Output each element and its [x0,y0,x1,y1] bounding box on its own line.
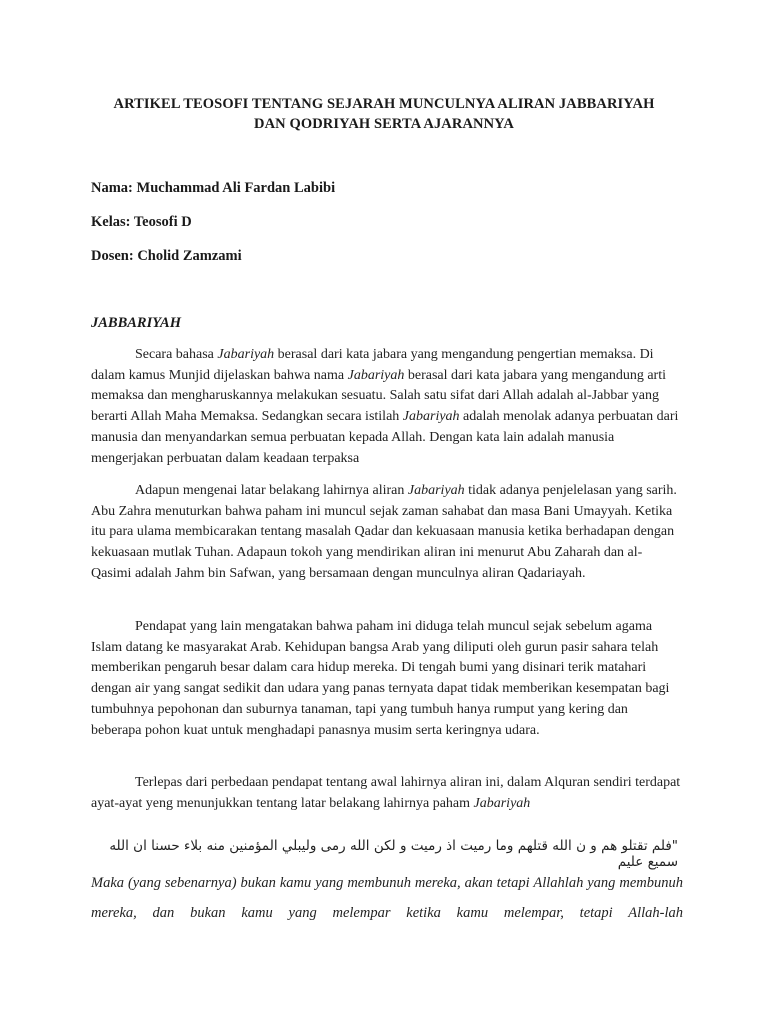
section-heading: JABBARIYAH [91,315,181,331]
paragraph-2: Adapun mengenai latar belakang lahirnya aliran Jabariyah tidak adanya penjelelasan yang sarih. Abu Zahra menuturkan bahwa paham ini muncul sejak zaman sahabat dan masa Bani Umayyah. Ketika itu para ulama membicarakan tentang masalah Qadar dan kekuasaan manusia ketika berhadapan dengan kekuasaan mutlak Tuhan. Adapaun tokoh yang mendirikan aliran ini menurut Abu Zaharah dan al-Qasimi adalah Jahm bin Safwan, yang bersamaan dengan munculnya aliran Qadariayah. [91,483,677,581]
paragraph-4: Terlepas dari perbedaan pendapat tentang awal lahirnya aliran ini, dalam Alquran sendiri terdapat ayat-ayat yeng menunjukkan tentang latar belakang lahirnya paham Jabariyah [91,775,681,811]
lecturer-info: Dosen: Cholid Zamzami [91,248,242,264]
author-name: Nama: Muchammad Ali Fardan Labibi [91,180,336,196]
arabic-verse: "فلم تقتلو هم و ن الله قتلهم وما رميت اذ رميت و لكن الله رمى وليبلي المؤمنين منه بلاء حسنا ان الله سميع عليم [109,838,678,870]
class-info: Kelas: Teosofi D [91,214,192,230]
paragraph-1: Secara bahasa Jabariyah berasal dari kata jabara yang mengandung pengertian memaksa. Di dalam kamus Munjid dijelaskan bahwa nama Jabariyah berasal dari kata jabara yang mengandung arti memaksa dan mengharuskannya melakukan sesuatu. Salah satu sifat dari Allah adalah al-Jabbar yang berarti Allah Maha Memaksa. Sedangkan secara istilah Jabariyah adalah menolak adanya perbuatan dari manusia dan menyandarkan semua perbuatan kepada Allah. Dengan kata lain adalah manusia mengerjakan perbuatan dalam keadaan terpaksa [91,347,679,466]
title-line-2: DAN QODRIYAH SERTA AJARANNYA [254,116,514,132]
document-title [60,94,708,134]
paragraph-3: Pendapat yang lain mengatakan bahwa paham ini diduga telah muncul sejak sebelum agama Islam datang ke masyarakat Arab. Kehidupan bangsa Arab yang diliputi oleh gurun pasir sahara telah memberikan pengaruh besar dalam cara hidup mereka. Di tengah bumi yang disinari terik matahari dengan air yang sangat sedikit dan udara yang panas ternyata dapat tidak memberikan kesempatan bagi tumbuhnya pepohonan dan suburnya tanaman, tapi yang tumbuh hanya rumput yang kering dan beberapa pohon kuat untuk menghadapi panasnya musim serta keringnya udara. [91,619,670,738]
title-line-1: ARTIKEL TEOSOFI TENTANG SEJARAH MUNCULNYA ALIRAN JABBARIYAH [113,96,655,112]
verse-translation: Maka (yang sebenarnya) bukan kamu yang membunuh mereka, akan tetapi Allahlah yang membunuh mereka, dan bukan kamu yang melempar ketika kamu melempar, tetapi Allah-lah [91,875,683,921]
